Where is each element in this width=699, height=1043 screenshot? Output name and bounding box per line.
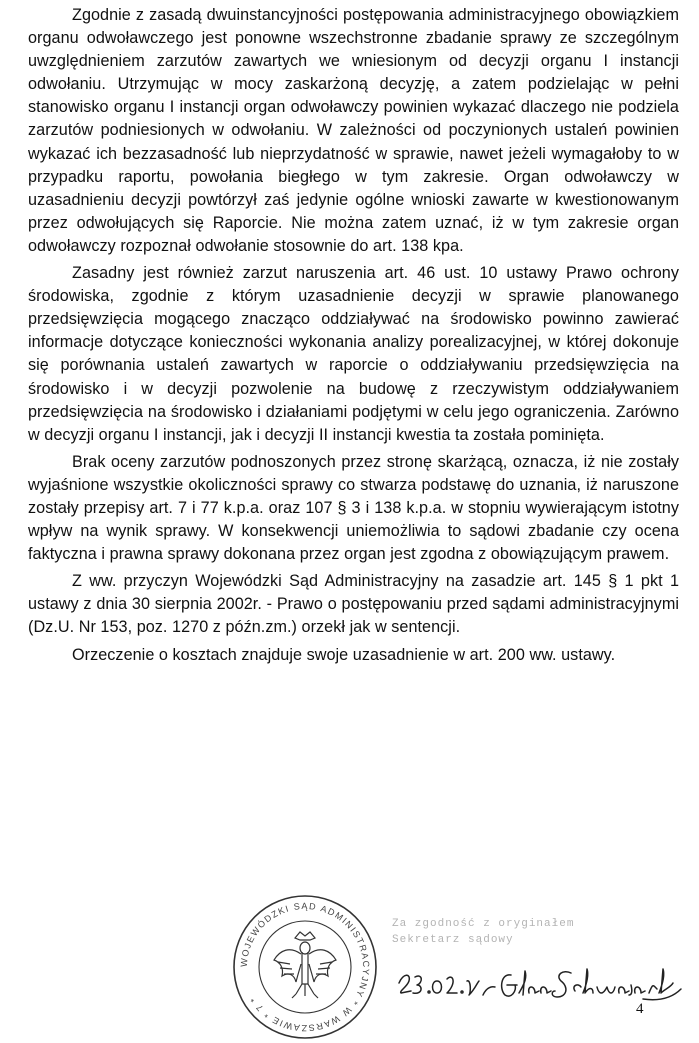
paragraph-1: Zgodnie z zasadą dwuinstancyjności postępowania administracyjnego obowiązkiem organu odwoławczego jest ponowne wszechstronne zbadanie sprawy ze szczególnym uwzględnieniem zarzutów zawartych we wniesionym od decyzji organu I instancji odwołaniu. Utrzymując w mocy zaskarżoną decyzję, a zatem podzielając w pełni stanowisko organu I instancji organ odwoławczy powinien wykazać dlaczego nie podziela zarzutów podniesionych w odwołaniu. W zależności od poczynionych ustaleń powinien wykazać ich bezzasadność lub nieprzydatność w sprawie, nawet jeżeli wymagałoby to w przypadku raportu, powołania biegłego w tym zakresie. Organ odwoławczy w uzasadnieniu decyzji powtórzył zaś jedynie ogólne wnioski zawarte w kwestionowanym przez odwołujących się Raporcie. Nie można zatem uznać, iż w tym zakresie organ odwoławczy rozpoznał odwołanie stosownie do art. 138 kpa.	[28, 6, 679, 255]
svg-text:23.02.05r. Ewa Schwarska	[399, 1012, 410, 1014]
paragraph-3: Brak oceny zarzutów podnoszonych przez stronę skarżącą, oznacza, iż nie zostały wyjaśnione wszystkie okoliczności sprawy co stwarza podstawę do uznania, iż naruszone zostały przepisy art. 7 i 77 k.p.a. oraz 107 § 3 i 138 k.p.a. w stopniu wywierającym istotny wpływ na wynik sprawy. W konsekwencji uniemożliwia to sądowi zbadanie czy ocena faktyczna i prawna sprawy dokonana przez organ jest zgodna z obowiązującym prawem.	[28, 452, 679, 564]
body-text	[28, 4, 679, 667]
signature-name: Ewa Schwarska	[403, 1013, 410, 1014]
court-seal-icon	[230, 894, 380, 1040]
eagle-emblem-icon	[274, 932, 336, 998]
paragraph-4: Z ww. przyczyn Wojewódzki Sąd Administracyjny na zasadzie art. 145 § 1 pkt 1 ustawy z dnia 30 sierpnia 2002r. - Prawo o postępowaniu przed sądami administracyjnymi (Dz.U. Nr 153, poz. 1270 z późn.zm.) orzekł jak w sentencji.	[28, 572, 679, 637]
paragraph-2: Zasadny jest również zarzut naruszenia art. 46 ust. 10 ustawy Prawo ochrony środowiska, zgodnie z którym uzasadnienie decyzji w sprawie planowanego przedsięwzięcia mogącego znacząco oddziaływać na środowisko powinno zawierać informacje dotyczące konieczności wykonania analizy porealizacyjnej, w której dokonuje się porównania ustaleń zawartych w raporcie o oddziaływaniu przedsięwzięcia na środowisko i w decyzji pozwolenie na budowę z rzeczywistym oddziaływaniem przedsięwzięcia na środowisko i działaniami podjętymi w celu jego ograniczenia. Zarówno w decyzji organu I instancji, jak i decyzji II instancji kwestia ta została pominięta.	[28, 264, 679, 444]
signature-date: 23.02.05r.	[399, 1013, 404, 1014]
stamp-line-1: Za zgodność z oryginałem	[392, 918, 575, 930]
stamp-line-2: Sekretarz sądowy	[392, 934, 514, 946]
seal-ring-text: WOJEWÓDZKI SĄD ADMINISTRACYJNY * W WARSZAWIE * 7 *	[238, 900, 372, 1034]
paragraph-5: Orzeczenie o kosztach znajduje swoje uzasadnienie w art. 200 ww. ustawy.	[72, 645, 616, 664]
page-number: 4	[636, 1001, 644, 1017]
